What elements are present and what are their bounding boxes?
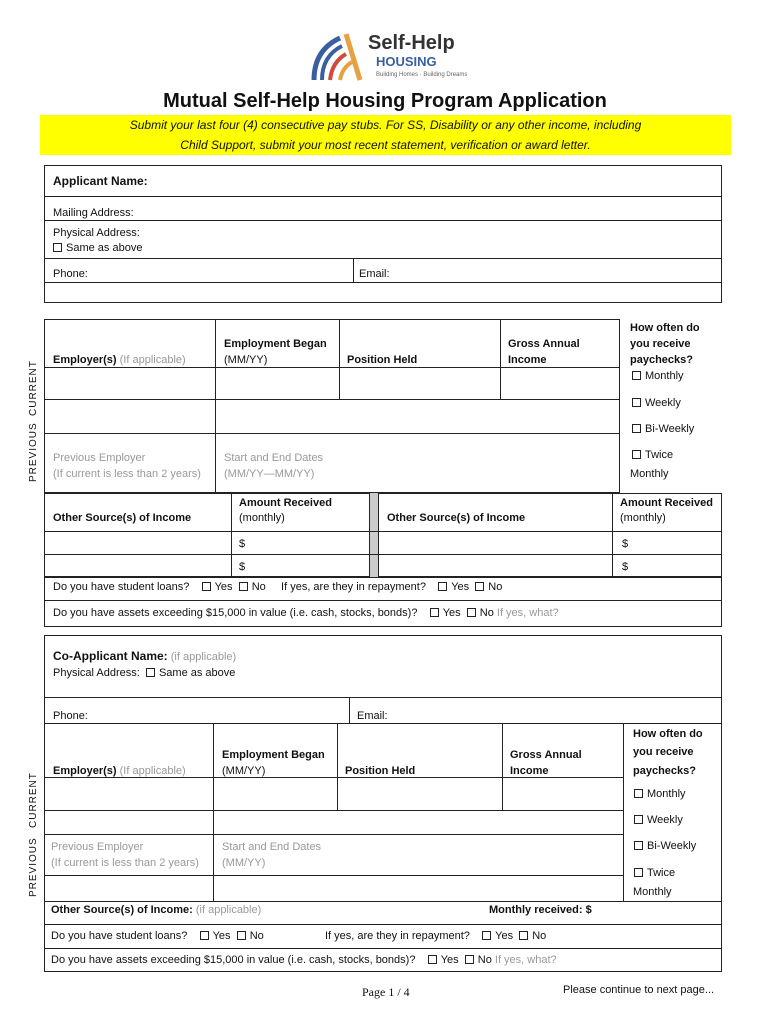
co-freq-twice-monthly: Monthly [633, 886, 672, 898]
dollar-left-1: $ [239, 538, 246, 550]
co-loans-no-checkbox[interactable]: No [237, 930, 264, 942]
side-previous: PREVIOUS [28, 422, 39, 482]
co-loans-question: Do you have student loans? Yes No [51, 930, 264, 942]
logo-arches-icon [310, 30, 368, 82]
co-repay-yes-checkbox[interactable]: Yes [482, 930, 513, 942]
gross-header-1: Gross Annual [508, 338, 580, 350]
co-freq-q1: How often do [633, 728, 703, 740]
freq-monthly-checkbox[interactable]: Monthly [632, 369, 684, 383]
co-assets-question: Do you have assets exceeding $15,000 in value (i.e. cash, stocks, bonds)? Yes No If yes, what? [51, 954, 557, 966]
amount-header-left-1: Amount Received [239, 497, 332, 509]
page-number: Page 1 / 4 [362, 985, 410, 999]
loans-no-checkbox[interactable]: No [239, 581, 266, 593]
other-source-header-left: Other Source(s) of Income [53, 512, 192, 524]
physical-address-label: Physical Address: [53, 227, 140, 239]
co-same-as-above-checkbox[interactable]: Same as above [146, 667, 235, 679]
dollar-left-2: $ [239, 561, 246, 573]
other-income-divider [369, 493, 379, 577]
email-label: Email: [359, 268, 390, 280]
amount-header-left-2: (monthly) [239, 512, 285, 524]
logo-line2: HOUSING [376, 54, 437, 69]
continue-note: Please continue to next page... [563, 984, 715, 996]
freq-q2: you receive [630, 338, 691, 350]
co-start-end-label: Start and End Dates [222, 841, 322, 853]
co-began-format: (MM/YY) [222, 765, 266, 777]
co-freq-twice-checkbox[interactable]: Twice [634, 866, 675, 880]
co-freq-monthly-checkbox[interactable]: Monthly [634, 787, 686, 801]
co-repayment-question: If yes, are they in repayment? Yes No [325, 930, 547, 942]
co-began-header: Employment Began [222, 749, 325, 761]
amount-header-right-1: Amount Received [620, 497, 713, 509]
co-gross-header-2: Income [510, 765, 549, 777]
co-physical-address: Physical Address: Same as above [53, 667, 236, 679]
freq-q3: paychecks? [630, 354, 693, 366]
co-position-header: Position Held [345, 765, 416, 777]
start-end-format: (MM/YY—MM/YY) [224, 468, 315, 480]
logo-tagline: Building Homes · Building Dreams [376, 72, 468, 78]
co-prev-employer-label: Previous Employer [51, 841, 144, 853]
co-side-current: CURRENT [28, 772, 39, 828]
freq-q1: How often do [630, 322, 700, 334]
co-other-sources: Other Source(s) of Income: (if applicable) [51, 904, 262, 916]
co-side-previous: PREVIOUS [28, 837, 39, 897]
began-format: (MM/YY) [224, 354, 268, 366]
position-header: Position Held [347, 354, 418, 366]
phone-label: Phone: [53, 268, 88, 280]
start-end-label: Start and End Dates [224, 452, 324, 464]
co-gross-header-1: Gross Annual [510, 749, 582, 761]
mailing-address-label: Mailing Address: [53, 207, 134, 219]
began-header: Employment Began [224, 338, 327, 350]
co-monthly-received: Monthly received: $ [489, 904, 592, 916]
same-as-above-checkbox[interactable]: Same as above [53, 241, 142, 255]
co-freq-weekly-checkbox[interactable]: Weekly [634, 813, 683, 827]
co-phone-label: Phone: [53, 710, 88, 722]
freq-biweekly-checkbox[interactable]: Bi-Weekly [632, 422, 694, 436]
gross-header-2: Income [508, 354, 547, 366]
co-employer-header: Employer(s) (If applicable) [53, 765, 186, 777]
dollar-right-2: $ [622, 561, 629, 573]
loans-question: Do you have student loans? Yes No If yes, are they in repayment? Yes No [53, 581, 503, 593]
banner-line1: Submit your last four (4) consecutive pay stubs. For SS, Disability or any other income, including [129, 118, 642, 132]
prev-employer-label: Previous Employer [53, 452, 146, 464]
coapplicant-section [44, 635, 722, 972]
applicant-name-label: Applicant Name: [53, 174, 148, 188]
freq-weekly-checkbox[interactable]: Weekly [632, 396, 681, 410]
co-start-end-format: (MM/YY) [222, 857, 266, 869]
freq-twice-checkbox[interactable]: Twice [632, 448, 673, 462]
assets-no-checkbox[interactable]: No [467, 607, 494, 619]
repay-no-checkbox[interactable]: No [475, 581, 502, 593]
prev-employer-hint: (If current is less than 2 years) [53, 468, 201, 480]
logo-line1: Self-Help [368, 32, 455, 54]
co-freq-biweekly-checkbox[interactable]: Bi-Weekly [634, 839, 696, 853]
amount-header-right-2: (monthly) [620, 512, 666, 524]
dollar-right-1: $ [622, 538, 629, 550]
co-loans-yes-checkbox[interactable]: Yes [200, 930, 231, 942]
page-title: Mutual Self-Help Housing Program Application [163, 90, 607, 112]
co-repay-no-checkbox[interactable]: No [519, 930, 546, 942]
assets-yes-checkbox[interactable]: Yes [430, 607, 461, 619]
freq-twice-monthly: Monthly [630, 468, 669, 480]
co-assets-no-checkbox[interactable]: No [465, 954, 492, 966]
employer-header: Employer(s) (If applicable) [53, 354, 186, 366]
side-current: CURRENT [28, 360, 39, 416]
co-assets-yes-checkbox[interactable]: Yes [428, 954, 459, 966]
co-prev-employer-hint: (If current is less than 2 years) [51, 857, 199, 869]
other-source-header-right: Other Source(s) of Income [387, 512, 526, 524]
repay-yes-checkbox[interactable]: Yes [438, 581, 469, 593]
loans-yes-checkbox[interactable]: Yes [202, 581, 233, 593]
assets-question: Do you have assets exceeding $15,000 in value (i.e. cash, stocks, bonds)? Yes No If yes, what? [53, 607, 559, 619]
co-email-label: Email: [357, 710, 388, 722]
co-freq-q3: paychecks? [633, 765, 696, 777]
co-freq-q2: you receive [633, 746, 694, 758]
banner-line2: Child Support, submit your most recent statement, verification or award letter. [180, 138, 591, 152]
logo [310, 30, 470, 84]
coapplicant-name-label: Co-Applicant Name: (if applicable) [53, 649, 237, 663]
